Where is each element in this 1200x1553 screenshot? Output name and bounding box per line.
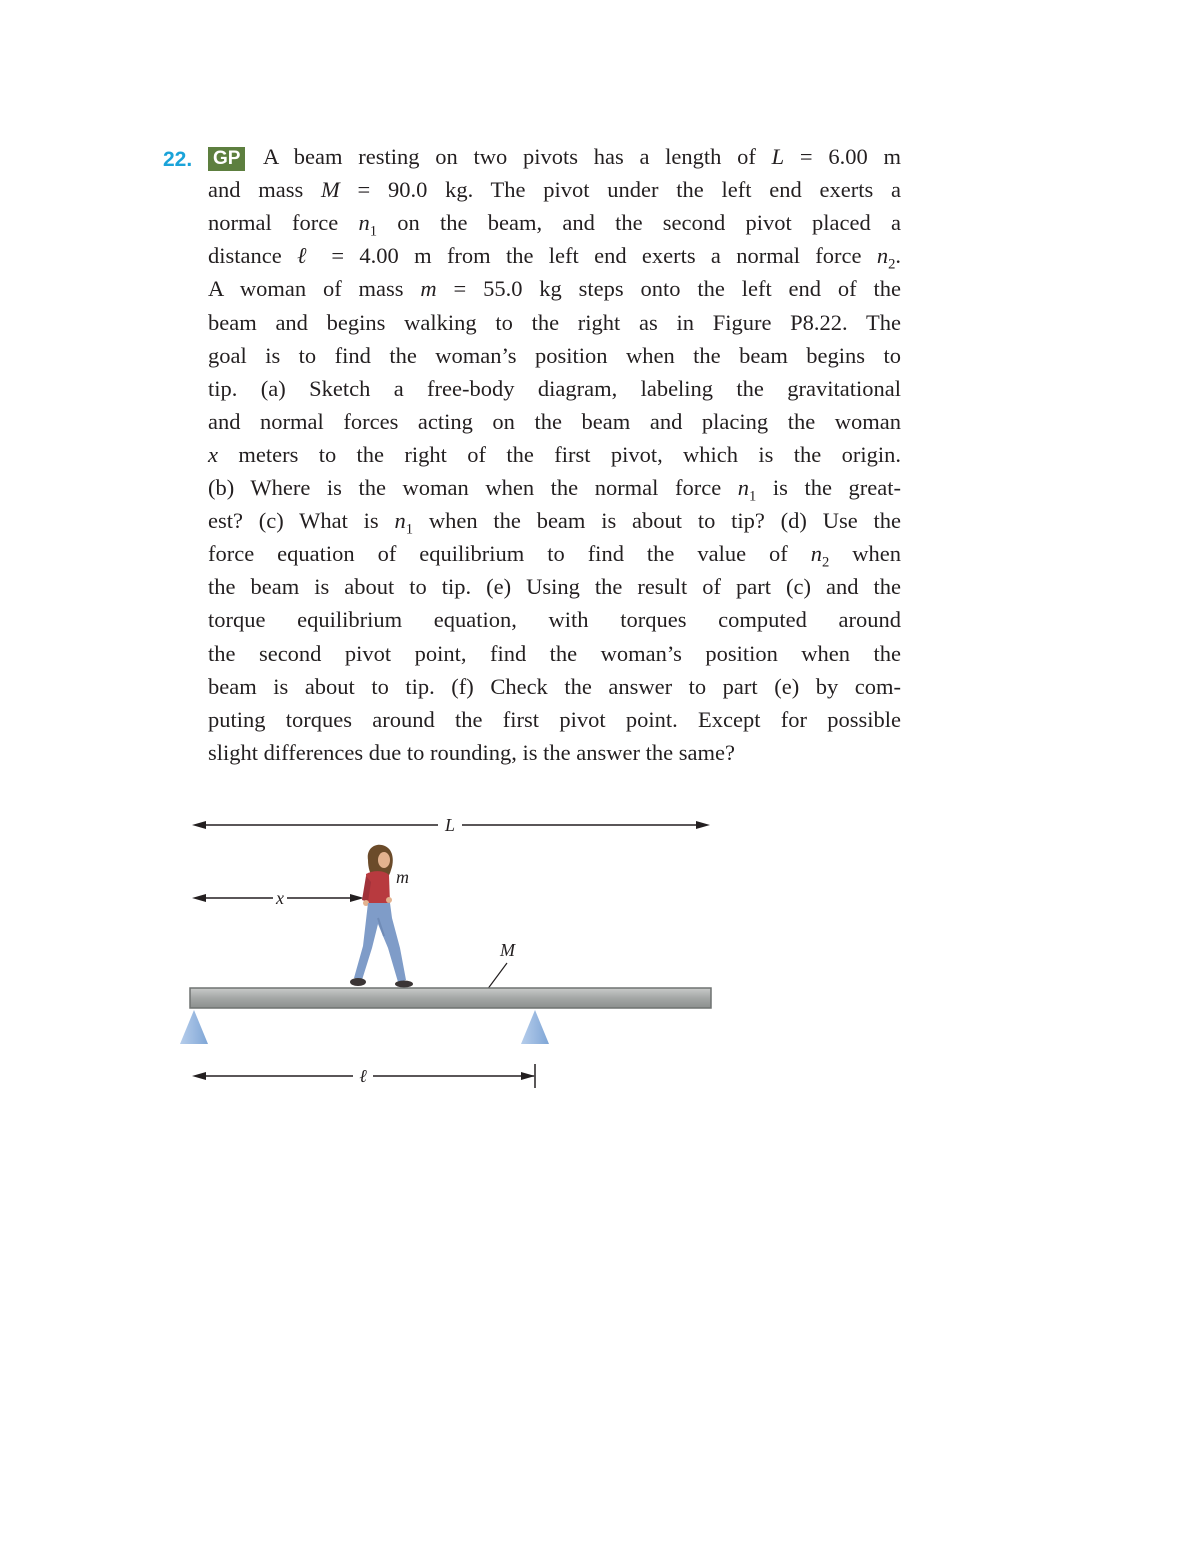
position-label: x — [276, 888, 284, 908]
problem-text-line: force equation of equilibrium to find the value of $n_2$ when — [208, 541, 901, 571]
beam-mass-label: M — [500, 940, 515, 960]
gp-badge: GP — [208, 147, 245, 171]
woman-mass-label: m — [396, 867, 409, 887]
problem-text-line: A beam resting on two pivots has a length of L = 6.00 m — [263, 144, 901, 169]
position-dimension — [192, 888, 364, 908]
length-label: L — [444, 815, 456, 835]
length-dimension — [192, 815, 710, 835]
beam — [190, 988, 711, 1008]
problem-text-line: beam is about to tip. (f) Check the answer to part (e) by com- — [208, 673, 901, 699]
problem-text-line: normal force $n_1$ on the beam, and the second pivot placed a — [208, 210, 901, 240]
pivot-distance-label: ℓ — [359, 1066, 367, 1086]
problem-text-line: the beam is about to tip. (e) Using the result of part (c) and the — [208, 574, 901, 600]
problem-text-line: (b) Where is the woman when the normal force $n_1$ is the great- — [208, 475, 901, 505]
problem-text-line: and mass M = 90.0 kg. The pivot under the left end exerts a — [208, 177, 901, 203]
problem-text-line: x meters to the right of the first pivot, which is the origin. — [208, 441, 901, 467]
problem-text-line: est? (c) What is $n_1$ when the beam is about to tip? (d) Use the — [208, 508, 901, 538]
woman-figure — [350, 845, 413, 988]
problem-number: 22. — [163, 148, 193, 171]
problem-text-line: distance ℓ = 4.00 m from the left end exerts a normal force $n_2$. — [208, 243, 901, 273]
problem-text-line: the second pivot point, find the woman’s position when the — [208, 640, 901, 666]
right-pivot — [521, 1010, 549, 1044]
problem-text-line: tip. (a) Sketch a free-body diagram, labeling the gravitational — [208, 375, 901, 401]
beam-mass-annotation — [484, 940, 516, 994]
problem-text-line: A woman of mass m = 55.0 kg steps onto the left end of the — [208, 276, 901, 302]
problem-text-line: slight differences due to rounding, is the answer the same? — [208, 739, 735, 765]
problem-text-line: and normal forces acting on the beam and placing the woman — [208, 408, 901, 434]
problem-text-line: beam and begins walking to the right as in Figure P8.22. The — [208, 309, 901, 335]
problem-text-line: torque equilibrium equation, with torques computed around — [208, 607, 901, 633]
problem-text-line: puting torques around the first pivot point. Except for possible — [208, 706, 901, 732]
figure-p8-22 — [170, 808, 730, 1088]
pivot-distance-dimension — [192, 1064, 535, 1088]
left-pivot — [180, 1010, 208, 1044]
problem-text-line: goal is to find the woman’s position when the beam begins to — [208, 342, 901, 368]
